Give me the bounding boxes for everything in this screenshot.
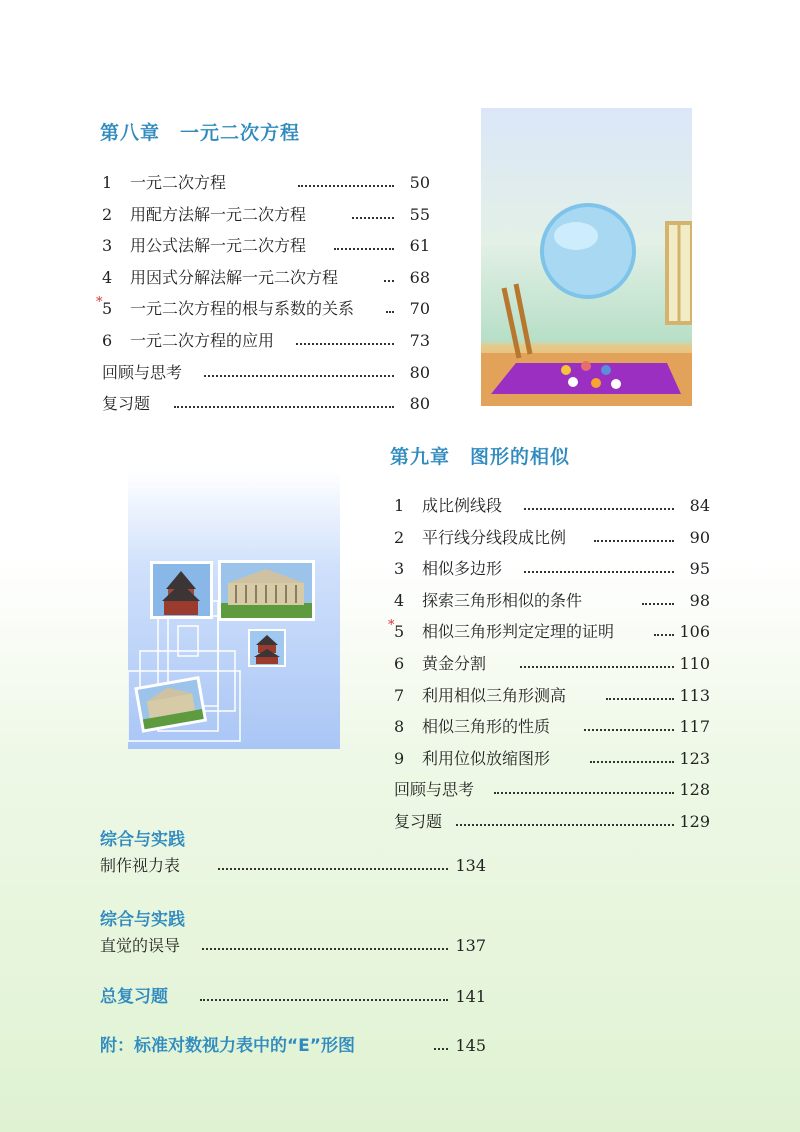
toc-page-number: 95 [689,559,710,579]
optional-star-icon: * [96,295,103,311]
toc-label: 复习题 [102,394,151,414]
toc-label: 平行线分线段成比例 [422,527,567,547]
chapter8-toc-row[interactable] [102,360,430,386]
chapter8-toc-row[interactable] [102,202,430,228]
practice2-page: 137 [455,936,486,955]
toc-number: 9 [394,748,405,768]
review-page: 141 [455,987,486,1006]
toc-page-number: 68 [409,267,430,287]
chapter9-toc-row[interactable] [394,714,710,740]
toc-number: 5 [394,622,405,642]
chapter9-title: 第九章 图形的相似 [390,446,571,468]
chapter9-toc-row[interactable] [388,618,710,645]
toc-label: 相似三角形判定定理的证明 [422,622,615,642]
practice2-entry[interactable] [100,933,486,959]
chapter9-toc-row[interactable] [394,809,710,835]
toc-number: 6 [102,331,113,350]
toc-page-number: 110 [679,654,710,673]
leader-dots [202,933,448,950]
leader-dots [642,588,674,605]
chapter9-toc-row[interactable] [394,683,710,709]
appendix-page: 145 [455,1036,486,1055]
toc-number: 4 [102,267,113,287]
chapter8-toc-row[interactable] [102,391,430,417]
review-heading: 总复习题 [100,987,168,1007]
toc-page-number: 73 [409,331,430,350]
toc-label: 用配方法解一元二次方程 [130,204,307,224]
toc-label: 探索三角形相似的条件 [422,590,583,610]
review-entry[interactable] [100,984,486,1010]
chapter8-toc-row[interactable] [102,328,430,354]
toc-label: 利用位似放缩图形 [422,748,551,768]
chapter8-illustration [481,108,692,406]
toc-label: 用公式法解一元二次方程 [130,236,307,256]
chapter8-title: 第八章 一元二次方程 [100,122,301,144]
toc-page-number: 61 [409,236,430,256]
chapter8-toc-row[interactable] [102,265,430,291]
leader-dots [218,853,448,870]
chapter9-toc-row[interactable] [394,746,710,772]
toc-page-number: 80 [409,362,430,382]
leader-dots [524,493,674,510]
chapter9-toc-row[interactable] [394,525,710,551]
leader-dots [334,233,394,250]
toc-page-number: 128 [679,780,710,800]
toc-label: 一元二次方程 [130,173,227,192]
leader-dots [594,525,674,542]
leader-dots [456,809,674,826]
leader-dots [204,360,394,377]
leader-dots [524,556,674,573]
toc-page-number: 123 [679,748,710,768]
toc-page-number: 50 [409,173,430,192]
toc-label: 相似三角形的性质 [422,717,551,737]
toc-page-number: 113 [679,685,710,705]
toc-page-number: 90 [689,527,710,547]
toc-number: 1 [394,496,405,515]
appendix-entry[interactable] [100,1033,486,1059]
toc-page-number: 117 [679,717,710,737]
toc-number: 5 [102,299,113,319]
toc-page-number: 70 [409,299,430,319]
leader-dots [654,619,674,636]
chapter9-toc-row[interactable] [394,588,710,614]
practice1-label: 制作视力表 [100,856,181,875]
toc-label: 一元二次方程的根与系数的关系 [130,299,355,319]
chapter8-toc-row[interactable] [96,295,430,322]
toc-label: 回顾与思考 [394,780,475,800]
chapter9-illustration [128,471,340,749]
toc-number: 4 [394,590,405,610]
toc-label: 复习题 [394,812,443,831]
toc-number: 2 [394,527,405,547]
toc-page-number: 106 [679,622,710,642]
appendix-heading: 附：标准对数视力表中的“E”形图 [100,1036,355,1056]
leader-dots [606,683,674,700]
toc-page-number: 55 [409,204,430,224]
leader-dots [200,984,448,1001]
toc-number: 3 [102,236,113,256]
chapter9-toc-row[interactable] [394,777,710,803]
toc-label: 成比例线段 [422,496,503,515]
leader-dots [386,296,394,313]
toc-page-number: 84 [689,496,710,515]
practice2-heading: 综合与实践 [100,910,185,930]
toc-number: 8 [394,717,405,737]
leader-dots [384,265,394,282]
leader-dots [590,746,674,763]
practice1-page: 134 [455,856,486,875]
toc-number: 7 [394,685,405,705]
toc-label: 回顾与思考 [102,362,183,382]
leader-dots [352,202,394,219]
leader-dots [296,328,394,345]
chapter9-toc-row[interactable] [394,556,710,582]
leader-dots [298,170,394,187]
toc-number: 2 [102,204,113,224]
toc-label: 一元二次方程的应用 [130,331,275,350]
toc-page-number: 80 [409,394,430,414]
toc-number: 6 [394,654,405,673]
chapter8-toc-row[interactable] [102,170,430,196]
leader-dots [584,714,674,731]
toc-number: 3 [394,559,405,579]
practice2-label: 直觉的误导 [100,936,181,955]
leader-dots [434,1033,448,1050]
toc-label: 相似多边形 [422,559,503,579]
toc-page-number: 98 [689,590,710,610]
toc-label: 黄金分割 [422,654,487,673]
leader-dots [520,651,674,668]
leader-dots [494,777,674,794]
toc-page-number: 129 [679,812,710,831]
toc-label: 利用相似三角形测高 [422,685,567,705]
chapter9-toc-row[interactable] [394,651,710,677]
toc-label: 用因式分解法解一元二次方程 [130,267,339,287]
practice1-heading: 综合与实践 [100,830,185,850]
optional-star-icon: * [388,618,395,634]
practice1-entry[interactable] [100,853,486,879]
chapter9-toc-row[interactable] [394,493,710,519]
leader-dots [174,391,394,408]
chapter8-toc-row[interactable] [102,233,430,259]
toc-number: 1 [102,173,113,192]
